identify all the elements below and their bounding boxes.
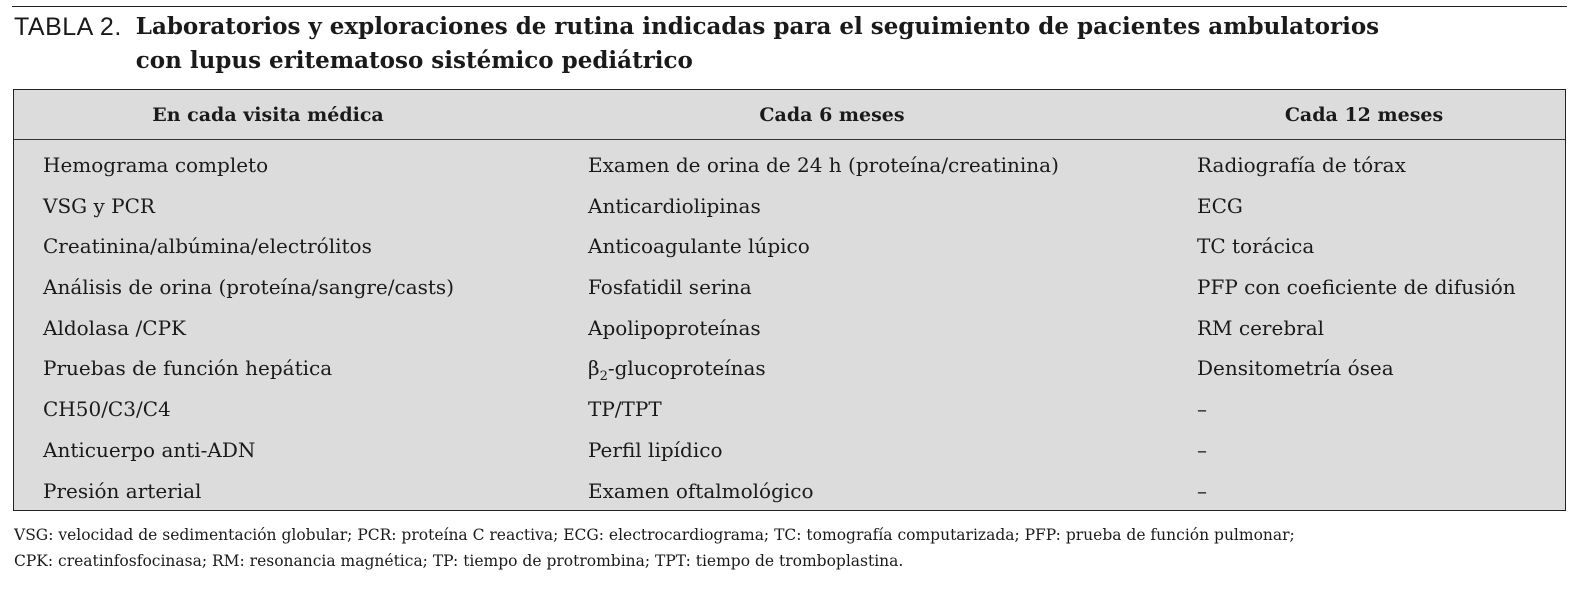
cell-twelve-months: Radiografía de tórax xyxy=(1197,153,1406,177)
cell-six-months xyxy=(588,348,766,389)
table-footnote xyxy=(14,522,1569,574)
cell-six-months: Examen oftalmológico xyxy=(588,478,814,503)
cell-visit: Anticuerpo anti-ADN xyxy=(43,437,256,462)
table-row xyxy=(14,226,1565,267)
cell-twelve-months: TC torácica xyxy=(1197,234,1315,259)
cell-six-months: Fosfatidil serina xyxy=(588,275,752,300)
table-title-line-1: Laboratorios y exploraciones de rutina indicadas para el seguimiento de pacientes ambulatorios xyxy=(135,13,1380,40)
table-row xyxy=(14,389,1565,430)
table-row xyxy=(14,186,1565,227)
table-row xyxy=(14,145,1565,186)
cell-twelve-months: – xyxy=(1197,478,1207,503)
table-title xyxy=(136,10,1379,78)
footnote-line-2: CPK: creatinfosfocinasa; RM: resonancia magnética; TP: tiempo de protrombina; TPT: tiempo de tromboplastina. xyxy=(14,552,904,570)
table-caption xyxy=(14,10,1564,78)
table-title-line-2: con lupus eritematoso sistémico pediátrico xyxy=(135,47,693,74)
cell-visit: Creatinina/albúmina/electrólitos xyxy=(43,234,372,259)
cell-twelve-months: Densitometría ósea xyxy=(1197,356,1394,381)
header-every-6-months: Cada 6 meses xyxy=(759,104,905,126)
footnote-line-1: VSG: velocidad de sedimentación globular; PCR: proteína C reactiva; ECG: electrocardiograma; TC: tomografía computarizada; PFP: prueba de función pulmonar; xyxy=(14,526,1295,544)
cell-six-months: Perfil lipídico xyxy=(588,437,723,462)
cell-six-months: Anticardiolipinas xyxy=(588,193,761,218)
table-row xyxy=(14,471,1565,512)
table-number-label: TABLA 2. xyxy=(14,13,122,41)
cell-visit: Aldolasa /CPK xyxy=(43,315,186,340)
cell-six-months: Apolipoproteínas xyxy=(588,315,761,340)
cell-six-months: Examen de orina de 24 h (proteína/creatinina) xyxy=(588,153,1059,177)
cell-visit: Hemograma completo xyxy=(43,153,269,177)
cell-six-months: Anticoagulante lúpico xyxy=(588,234,810,259)
cell-visit: Análisis de orina (proteína/sangre/casts) xyxy=(43,275,454,300)
table-row xyxy=(14,267,1565,308)
beta-subscript: 2 xyxy=(599,369,608,385)
cell-six-months: TP/TPT xyxy=(588,397,662,422)
cell-visit: Pruebas de función hepática xyxy=(43,356,333,381)
cell-twelve-months: RM cerebral xyxy=(1197,315,1325,340)
cell-twelve-months: – xyxy=(1197,397,1207,422)
table-body xyxy=(14,145,1565,511)
header-each-visit: En cada visita médica xyxy=(152,104,384,126)
table-header-row xyxy=(14,90,1565,140)
table-row xyxy=(14,348,1565,389)
data-table xyxy=(13,89,1566,511)
cell-visit: CH50/C3/C4 xyxy=(43,397,171,422)
glucoproteins-text: -glucoproteínas xyxy=(607,356,766,381)
header-every-12-months: Cada 12 meses xyxy=(1284,104,1444,126)
table-row xyxy=(14,308,1565,349)
top-rule xyxy=(12,6,1567,7)
cell-visit: Presión arterial xyxy=(43,478,202,503)
cell-twelve-months: PFP con coeficiente de difusión xyxy=(1197,275,1516,300)
cell-visit: VSG y PCR xyxy=(43,193,155,218)
table-row xyxy=(14,430,1565,471)
cell-twelve-months: – xyxy=(1197,437,1207,462)
cell-twelve-months: ECG xyxy=(1197,193,1243,218)
beta-symbol: β xyxy=(588,356,600,381)
